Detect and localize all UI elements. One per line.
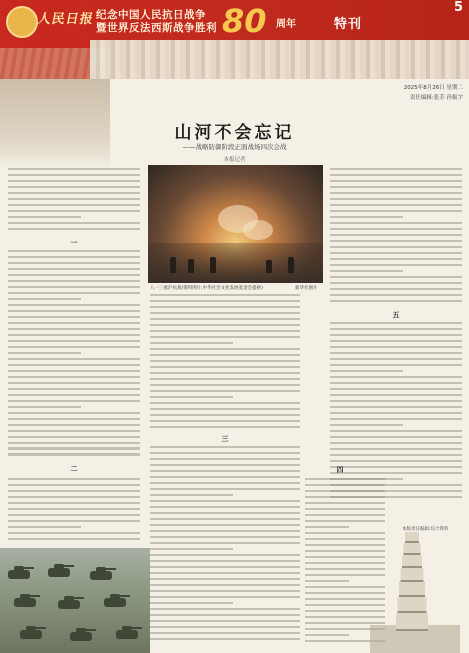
text-line	[150, 378, 300, 380]
tank-shape	[48, 568, 70, 577]
text-line	[8, 514, 140, 516]
text-line	[330, 322, 462, 324]
text-line	[150, 446, 300, 448]
section-heading-five: 五	[392, 310, 400, 319]
text-line	[8, 532, 140, 534]
bottom-credit: 本版责任编辑 综合资料	[402, 527, 449, 532]
text-line	[305, 568, 385, 570]
text-line	[8, 436, 140, 438]
text-line	[305, 478, 385, 480]
text-line	[150, 464, 300, 466]
issue-date: 2025年8月26日 星期二	[403, 85, 463, 91]
text-line	[8, 204, 140, 206]
pagoda-tier	[405, 532, 419, 543]
text-line	[8, 453, 140, 455]
text-line	[8, 268, 140, 270]
text-line	[150, 312, 300, 314]
text-line	[8, 394, 140, 396]
text-line	[150, 620, 300, 622]
text-line	[330, 406, 462, 408]
text-line	[8, 250, 140, 252]
text-line	[330, 204, 462, 206]
text-line	[330, 412, 462, 414]
tank-shape	[70, 632, 92, 641]
text-line	[8, 174, 140, 176]
issue-editors: 责任编辑:张芳 孙振宇	[409, 95, 463, 101]
text-line	[8, 310, 140, 312]
photo-caption: 八一三淞沪抗战(资料图片,中华社会文化发展基金会提供)	[150, 286, 263, 291]
text-line	[330, 340, 462, 342]
text-line	[8, 478, 140, 480]
text-line	[305, 508, 385, 510]
text-line	[8, 388, 140, 390]
text-line	[150, 518, 300, 520]
text-line	[305, 490, 385, 492]
text-line	[8, 496, 140, 498]
tank-shape	[8, 570, 30, 579]
text-line	[330, 252, 462, 254]
tank-shape	[14, 598, 36, 607]
text-line	[150, 524, 300, 526]
smoke-shape	[243, 220, 273, 240]
tank-shape	[104, 598, 126, 607]
section-heading-one: 一	[70, 238, 78, 247]
text-line	[305, 502, 385, 504]
text-line	[330, 328, 462, 330]
text-line	[150, 536, 300, 538]
text-line	[150, 336, 300, 338]
text-line	[150, 584, 300, 586]
text-line	[330, 168, 462, 170]
text-line	[150, 402, 300, 404]
text-line	[150, 354, 300, 356]
text-line	[330, 216, 403, 218]
text-line	[150, 626, 300, 628]
text-line	[305, 550, 385, 552]
newspaper-seal-icon	[6, 6, 38, 38]
text-line	[305, 604, 385, 606]
text-line	[150, 608, 300, 610]
pagoda-tier	[396, 613, 428, 631]
page-number: 5	[453, 0, 463, 15]
article-subhead: ——战略防御阶段正面战场四次会战	[182, 143, 287, 151]
column-4-text-lower	[305, 478, 385, 648]
text-line	[330, 388, 462, 390]
text-line	[8, 198, 140, 200]
text-line	[305, 616, 385, 618]
text-line	[8, 180, 140, 182]
text-line	[150, 494, 233, 496]
text-line	[305, 526, 349, 528]
tank-shape	[20, 630, 42, 639]
text-line	[330, 364, 462, 366]
column-2-text	[150, 294, 300, 434]
text-line	[330, 300, 462, 302]
text-line	[330, 370, 403, 372]
anniversary-number: 80	[222, 2, 267, 40]
text-line	[150, 566, 300, 568]
soldier-silhouette	[170, 257, 176, 273]
text-line	[150, 294, 300, 296]
text-line	[330, 198, 462, 200]
text-line	[8, 340, 140, 342]
special-issue-label: 特刊	[334, 17, 363, 32]
text-line	[150, 408, 300, 410]
text-line	[150, 426, 300, 428]
text-line	[305, 634, 349, 636]
soldier-silhouette	[288, 257, 294, 273]
banner-title-line1: 纪念中国人民抗日战争	[96, 9, 206, 21]
text-line	[330, 424, 403, 426]
column-1-text-top	[8, 168, 140, 238]
text-line	[330, 234, 462, 236]
text-line	[305, 538, 385, 540]
text-line	[8, 352, 81, 354]
text-line	[150, 372, 300, 374]
pagoda-tier	[404, 543, 421, 555]
text-line	[150, 476, 300, 478]
text-line	[330, 180, 462, 182]
text-line	[330, 454, 462, 456]
soldier-silhouette	[188, 259, 194, 273]
text-line	[305, 520, 385, 522]
pagoda-tier	[402, 555, 422, 568]
section-heading-two: 二	[70, 464, 78, 473]
text-line	[150, 542, 300, 544]
text-line	[8, 376, 140, 378]
tank-shape	[90, 571, 112, 580]
text-line	[8, 262, 140, 264]
article-headline: 山河不会忘记	[174, 123, 295, 143]
text-line	[8, 280, 140, 282]
text-line	[305, 496, 385, 498]
text-line	[330, 276, 462, 278]
text-line	[8, 292, 140, 294]
text-line	[8, 400, 140, 402]
issue-meta	[404, 83, 463, 103]
text-line	[305, 556, 385, 558]
text-line	[330, 382, 462, 384]
text-line	[150, 488, 300, 490]
text-line	[150, 324, 300, 326]
text-line	[330, 358, 462, 360]
text-line	[150, 548, 233, 550]
text-line	[150, 560, 300, 562]
text-line	[8, 370, 140, 372]
text-line	[8, 442, 140, 444]
text-line	[330, 174, 462, 176]
text-line	[8, 228, 140, 230]
article-byline: 本报记者	[223, 157, 246, 163]
text-line	[150, 482, 300, 484]
text-line	[150, 390, 300, 392]
text-line	[330, 192, 462, 194]
text-line	[150, 366, 300, 368]
text-line	[305, 580, 349, 582]
tank-parade-photo	[0, 548, 150, 653]
text-line	[330, 210, 462, 212]
text-line	[8, 358, 140, 360]
text-line	[330, 288, 462, 290]
text-line	[330, 270, 403, 272]
text-line	[330, 186, 462, 188]
text-line	[150, 420, 300, 422]
text-line	[305, 598, 385, 600]
text-line	[8, 406, 81, 408]
text-line	[150, 470, 300, 472]
text-line	[150, 458, 300, 460]
text-line	[8, 210, 140, 212]
text-line	[8, 346, 140, 348]
text-line	[305, 592, 385, 594]
pagoda-tier	[401, 568, 424, 582]
text-line	[8, 322, 140, 324]
text-line	[8, 364, 140, 366]
text-line	[150, 506, 300, 508]
text-line	[330, 258, 462, 260]
battle-photo	[148, 165, 323, 283]
text-line	[8, 520, 140, 522]
text-line	[8, 424, 140, 426]
text-line	[8, 502, 140, 504]
text-line	[150, 318, 300, 320]
text-line	[330, 448, 462, 450]
text-line	[330, 228, 462, 230]
text-line	[330, 264, 462, 266]
text-line	[150, 348, 300, 350]
text-line	[8, 430, 140, 432]
tank-shape	[58, 600, 80, 609]
text-line	[305, 484, 385, 486]
newspaper-logo: 人民日报	[36, 12, 95, 27]
column-3-text-mid	[330, 322, 462, 502]
text-line	[8, 382, 140, 384]
text-line	[150, 638, 300, 640]
text-line	[150, 590, 300, 592]
section-heading-three: 三	[221, 434, 229, 443]
text-line	[330, 240, 462, 242]
text-line	[150, 602, 233, 604]
section-heading-four: 四	[336, 465, 344, 474]
text-line	[150, 512, 300, 514]
text-line	[150, 360, 300, 362]
soldier-silhouette	[266, 260, 272, 273]
text-line	[150, 596, 300, 598]
text-line	[150, 578, 300, 580]
text-line	[8, 508, 140, 510]
text-line	[150, 530, 300, 532]
text-line	[8, 328, 140, 330]
text-line	[330, 430, 462, 432]
special-issue-banner	[0, 0, 469, 79]
text-line	[150, 632, 300, 634]
text-line	[8, 490, 140, 492]
text-line	[330, 400, 462, 402]
text-line	[8, 334, 140, 336]
photo-credit: 新华社图片	[295, 286, 318, 291]
text-line	[8, 222, 140, 224]
pagoda-image	[392, 500, 432, 630]
text-line	[8, 538, 140, 540]
text-line	[150, 554, 300, 556]
banner-title-line2: 暨世界反法西斯战争胜利	[96, 22, 217, 34]
text-line	[8, 186, 140, 188]
text-line	[8, 192, 140, 194]
text-line	[330, 222, 462, 224]
text-line	[8, 286, 140, 288]
column-2-text-lower	[150, 446, 300, 646]
text-line	[305, 532, 385, 534]
pagoda-tier	[398, 597, 427, 613]
text-line	[305, 586, 385, 588]
text-line	[8, 447, 140, 449]
text-line	[8, 168, 140, 170]
text-line	[8, 316, 140, 318]
text-line	[150, 384, 300, 386]
tank-shape	[116, 630, 138, 639]
anniversary-label: 周年	[276, 19, 296, 30]
text-line	[8, 304, 140, 306]
text-line	[150, 614, 300, 616]
text-line	[330, 352, 462, 354]
text-line	[8, 256, 140, 258]
text-line	[330, 294, 462, 296]
text-line	[150, 306, 300, 308]
text-line	[305, 622, 385, 624]
text-line	[8, 298, 81, 300]
text-line	[330, 418, 462, 420]
soldier-silhouette	[210, 257, 216, 273]
text-line	[305, 610, 385, 612]
text-line	[8, 216, 81, 218]
text-line	[305, 544, 385, 546]
text-line	[330, 442, 462, 444]
text-line	[330, 334, 462, 336]
banner-title	[96, 9, 217, 35]
text-line	[330, 346, 462, 348]
text-line	[305, 562, 385, 564]
text-line	[8, 526, 81, 528]
text-line	[330, 376, 462, 378]
pagoda-tier	[399, 582, 425, 597]
text-line	[8, 484, 140, 486]
text-line	[8, 412, 140, 414]
text-line	[150, 300, 300, 302]
text-line	[330, 394, 462, 396]
text-line	[305, 514, 385, 516]
text-line	[150, 342, 233, 344]
column-1-text-bottom	[8, 478, 140, 544]
text-line	[330, 436, 462, 438]
text-line	[150, 500, 300, 502]
text-line	[8, 274, 140, 276]
column-3-text-top	[330, 168, 462, 308]
text-line	[150, 452, 300, 454]
text-line	[330, 282, 462, 284]
column-1-text-mid	[8, 250, 140, 460]
text-line	[330, 246, 462, 248]
text-line	[330, 460, 462, 462]
banner-relief-sculpture	[90, 40, 469, 79]
text-line	[8, 418, 140, 420]
text-line	[305, 574, 385, 576]
text-line	[150, 414, 300, 416]
text-line	[150, 572, 300, 574]
text-line	[150, 330, 300, 332]
text-line	[150, 396, 233, 398]
